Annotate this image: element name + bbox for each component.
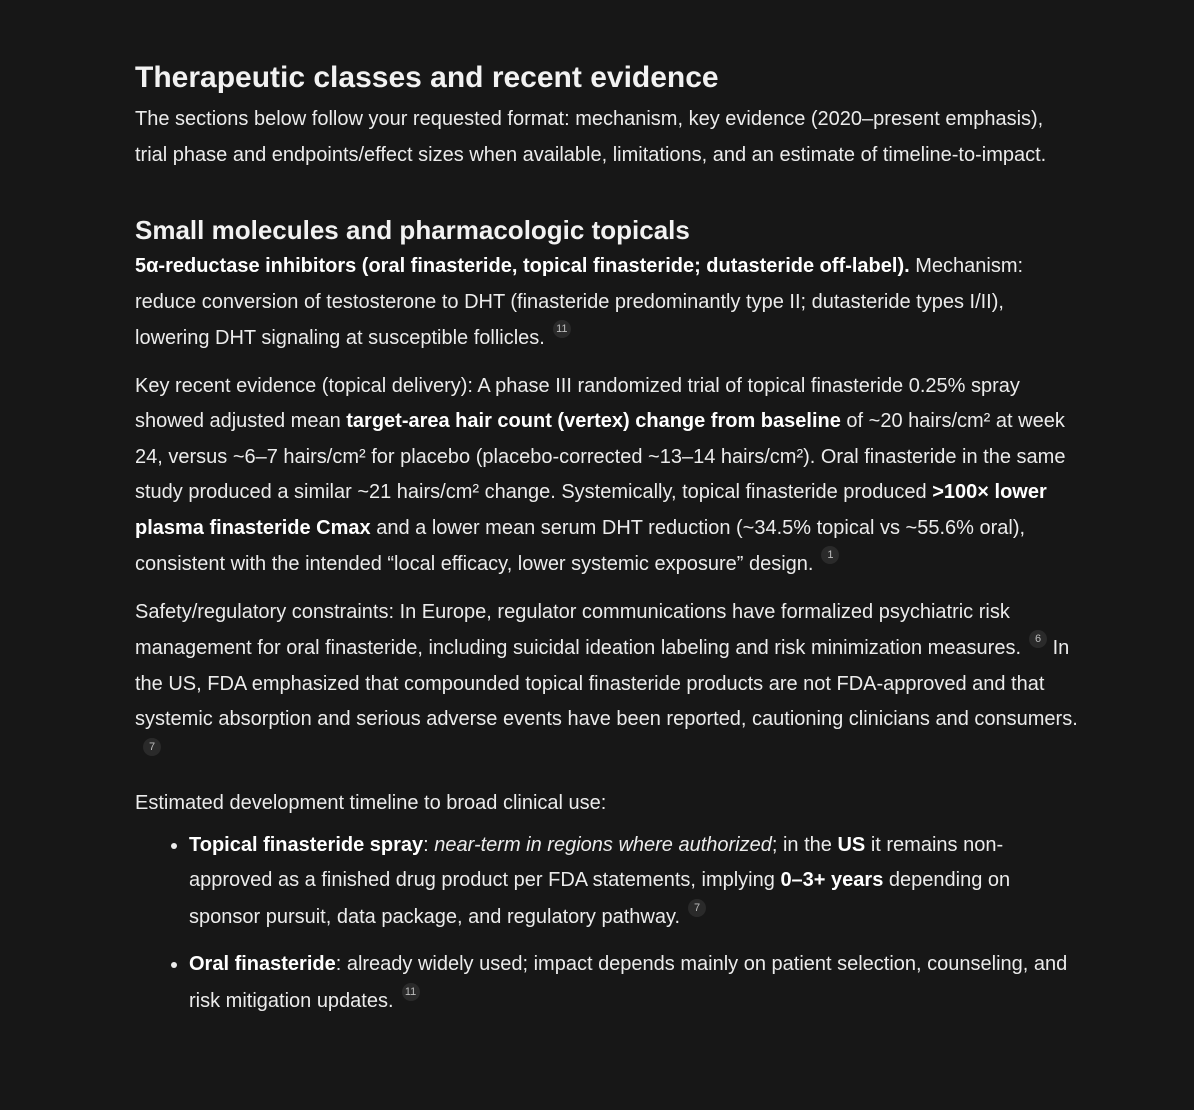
subsection-title: Small molecules and pharmacologic topicals [135,215,690,245]
article-content [135,58,1080,1031]
citation-badge[interactable]: 11 [402,983,420,1001]
evidence-text-3: and a lower mean serum DHT reduction (~34.5% topical vs ~55.6% oral), consistent with the intended “local efficacy, lower systemic exposure” design. [135,516,1026,575]
evidence-bold-cmax: >100× lower plasma finasteride Cmax [135,481,1047,539]
list-item [189,947,1080,1019]
mechanism-text: Mechanism: reduce conversion of testosterone to DHT (finasteride predominantly type II; dutasteride types I/II), lowering DHT signaling at susceptible follicles. [135,255,1024,349]
bullet-text-1: ; in the [771,833,838,856]
bullet-separator: : [423,833,435,856]
bullet-text: : already widely used; impact depends mainly on patient selection, counseling, and risk mitigation updates. [189,953,1068,1012]
safety-text-1: Safety/regulatory constraints: In Europe, regulator communications have formalized psychiatric risk management for oral finasteride, including suicidal ideation labeling and risk minimization measures. [135,600,1022,659]
evidence-text-1: Key recent evidence (topical delivery): A phase III randomized trial of topical finasteride 0.25% spray showed adjusted mean [135,374,1020,432]
timeline-list [135,828,1080,1020]
citation-badge[interactable]: 7 [688,899,706,917]
bullet-text-3: depending on sponsor pursuit, data package, and regulatory pathway. [189,869,1011,928]
citation-badge[interactable]: 11 [553,320,571,338]
bullet-italic: near-term in regions where authorized [434,833,772,856]
evidence-text-2: of ~20 hairs/cm² at week 24, versus ~6–7 hairs/cm² for placebo (placebo-corrected ~13–14 hairs/cm²). Oral finasteride in the same study produced a similar ~21 hairs/cm² change. Systemically, topical finasteride produced [135,410,1066,503]
bullet-bold: Oral finasteride [189,953,336,975]
safety-text-2: In the US, FDA emphasized that compounded topical finasteride products are not FDA-approved and that systemic absorption and serious adverse events have been reported, cautioning clinicians and consumers. [135,637,1078,730]
citation-badge[interactable]: 1 [821,546,839,564]
citation-badge[interactable]: 6 [1029,630,1047,648]
mechanism-heading: 5α-reductase inhibitors (oral finasteride, topical finasteride; dutasteride off-label). [135,255,910,277]
citation-badge[interactable]: 7 [143,738,161,756]
mechanism-paragraph [135,249,1080,357]
evidence-bold-endpoint: target-area hair count (vertex) change from baseline [346,410,841,432]
bullet-bold-us: US [837,833,866,856]
safety-paragraph [135,595,1080,775]
evidence-paragraph [135,369,1080,583]
list-item [189,828,1080,936]
bullet-text-2: it remains non-approved as a finished drug product per FDA statements, implying [189,833,1004,891]
section-title: Therapeutic classes and recent evidence [135,61,719,94]
section-intro: The sections below follow your requested format: mechanism, key evidence (2020–present emphasis), trial phase and endpoints/effect sizes when available, limitations, and an estimate of timeline-to-impact. [135,108,1047,166]
bullet-bold-years: 0–3+ years [780,869,884,891]
timeline-paragraph: Estimated development timeline to broad clinical use: [135,792,607,814]
bullet-bold: Topical finasteride spray [189,833,424,856]
